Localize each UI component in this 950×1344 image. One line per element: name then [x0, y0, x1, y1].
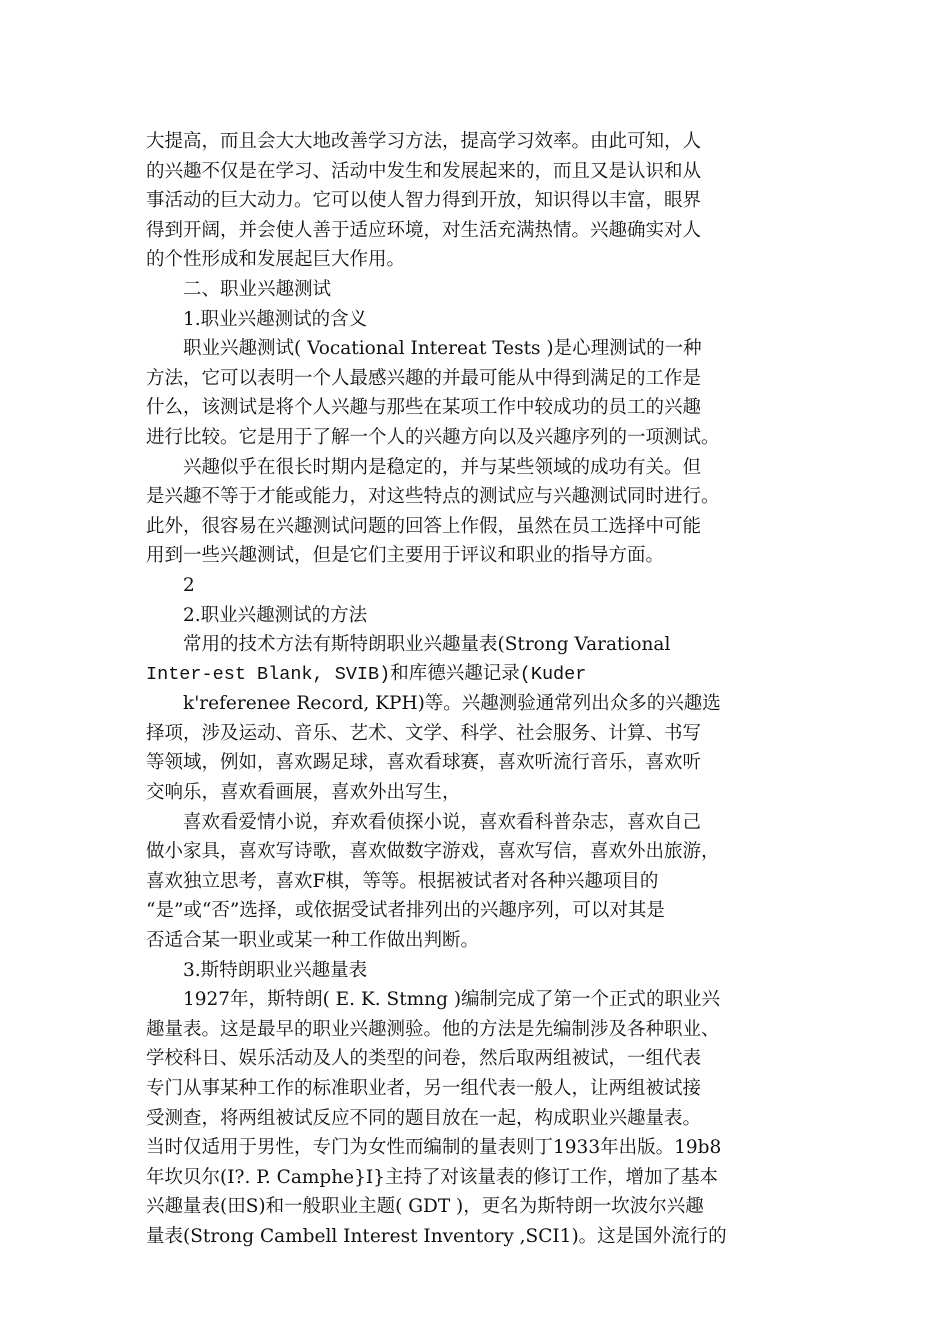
- text-line: 专门从事某种工作的标准职业者，另一组代表一般人，让两组被试接: [146, 1078, 702, 1099]
- text-line: 用到一些兴趣测试，但是它们主要用于评议和职业的指导方面。: [146, 545, 665, 567]
- text-line: 方法，它可以表明一个人最感兴趣的并最可能从中得到满足的工作是: [146, 367, 702, 389]
- text-line: 喜欢看爱情小说，弃欢看侦探小说，喜欢看科普杂志，喜欢自己: [183, 811, 702, 833]
- text-line: 的兴趣不仅是在学习、活动中发生和发展起来的，而且又是认识和从: [146, 160, 702, 182]
- text-line: 否适合某一职业或某一种工作做出判断。: [146, 930, 480, 952]
- text-line: 受测查，将两组被试反应不同的题目放在一起，构成职业兴趣量表。: [146, 1107, 702, 1129]
- text-line: 兴趣似乎在很长时期内是稳定的，并与某些领域的成功有关。但: [183, 456, 702, 478]
- text-line: 是兴趣不等于才能或能力，对这些特点的测试应与兴趣测试同时进行。: [146, 486, 720, 508]
- text-line: 喜欢独立思考，喜欢F棋，等等。根据被试者对各种兴趣项目的: [146, 870, 659, 892]
- text-line: 交响乐，喜欢看画展，喜欢外出写生，: [146, 782, 461, 804]
- section-heading: 二、职业兴趣测试: [183, 278, 332, 300]
- text-line: 大提高，而且会大大地改善学习方法，提高学习效率。由此可知，人: [146, 131, 702, 152]
- subsection-heading: 3.斯特朗职业兴趣量表: [183, 959, 368, 981]
- page-number-text: 2: [183, 574, 195, 596]
- text-line: 事活动的巨大动力。它可以使人智力得到开放，知识得以丰富，眼界: [146, 190, 702, 212]
- text-line: 年坎贝尔(I?. P. Camphe}I}主持了对该量表的修订工作，增加了基本: [146, 1166, 718, 1188]
- text-line: Inter-est Blank, SVIB)和库德兴趣记录(Kuder: [146, 663, 587, 685]
- text-line: 什么，该测试是将个人兴趣与那些在某项工作中较成功的员工的兴趣: [146, 397, 702, 419]
- text-line: 常用的技术方法有斯特朗职业兴趣量表(Strong Varational: [183, 634, 671, 656]
- text-line: 职业兴趣测试( Vocational Intereat Tests )是心理测试的一种: [183, 338, 702, 360]
- text-line: 1927年，斯特朗( E. K. Stmng )编制完成了第一个正式的职业兴: [183, 989, 721, 1011]
- text-line: 进行比较。它是用于了解一个人的兴趣方向以及兴趣序列的一项测试。: [146, 426, 720, 448]
- text-line: 择项，涉及运动、音乐、艺术、文学、科学、社会服务、计算、书写: [146, 722, 702, 744]
- body-text: [146, 127, 811, 1252]
- text-line: “是”或“否”选择，或依据受试者排列出的兴趣序列，可以对其是: [146, 900, 665, 922]
- text-line: 此外，很容易在兴趣测试问题的回答上作假，虽然在员工选择中可能: [146, 515, 702, 537]
- text-line: 做小家具，喜欢写诗歌，喜欢做数字游戏，喜欢写信，喜欢外出旅游，: [146, 841, 720, 863]
- text-line: k'referenee Record, KPH)等。兴趣测验通常列出众多的兴趣选: [183, 693, 721, 715]
- text-line: 兴趣量表(田S)和一般职业主题( GDT )，更名为斯特朗一坎波尔兴趣: [146, 1196, 704, 1218]
- subsection-heading: 2.职业兴趣测试的方法: [183, 604, 368, 626]
- text-line: 趣量表。这是最早的职业兴趣测验。他的方法是先编制涉及各种职业、: [146, 1018, 720, 1040]
- text-line: 等领域，例如，喜欢踢足球，喜欢看球赛，喜欢听流行音乐，喜欢听: [146, 752, 702, 774]
- text-line: 当时仅适用于男性，专门为女性而编制的量表则丁1933年出版。19b8: [146, 1137, 722, 1159]
- subsection-heading: 1.职业兴趣测试的含义: [183, 308, 368, 330]
- text-line: 得到开阔，并会使人善于适应环境，对生活充满热情。兴趣确实对人: [146, 219, 702, 241]
- text-line: 学校科日、娱乐活动及人的类型的问卷，然后取两组被试，一组代表: [146, 1048, 702, 1070]
- text-line: 的个性形成和发展起巨大作用。: [146, 249, 406, 271]
- text-line: 量表(Strong Cambell Interest Inventory ,SCI1)。这是国外流行的: [146, 1225, 727, 1247]
